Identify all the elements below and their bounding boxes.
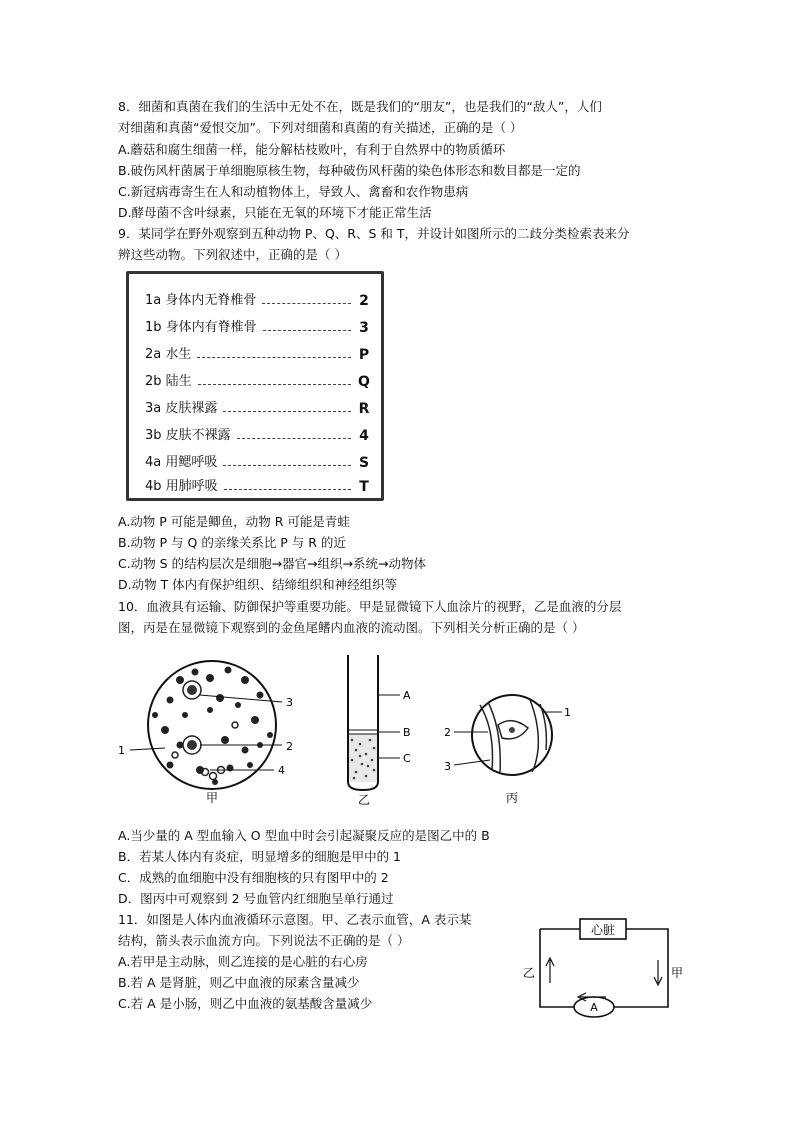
- q9-option-b: B.动物 P 与 Q 的亲缘关系比 P 与 R 的近: [118, 535, 346, 550]
- q8-option-a: A.蘑菇和腐生细菌一样，能分解枯枝败叶，有利于自然界中的物质循环: [118, 142, 506, 157]
- q11-option-c: C.若 A 是小肠，则乙中血液的氨基酸含量减少: [118, 996, 373, 1011]
- key-label: 1b 身体内有脊椎骨: [145, 320, 257, 335]
- q8-stem-line2: 对细菌和真菌“爱恨交加”。下列对细菌和真菌的有关描述，正确的是（ ）: [118, 120, 523, 135]
- vessel-yi-label: 乙: [523, 966, 536, 980]
- key-result: 4: [359, 428, 369, 444]
- key-dash-leader: [223, 465, 351, 466]
- red-blood-cell: [509, 727, 515, 733]
- key-row: [145, 316, 371, 340]
- label-B: B: [403, 726, 411, 739]
- q9-stem-line1: 9．某同学在野外观察到五种动物 P、Q、R、S 和 T，并设计如图所示的二歧分类检索表来分: [118, 226, 630, 241]
- key-label: 2b 陆生: [145, 374, 192, 389]
- key-result: S: [358, 455, 370, 471]
- q8-option-c: C.新冠病毒寄生在人和动植物体上，导致人、禽畜和农作物患病: [118, 184, 469, 199]
- q9-option-c: C.动物 S 的结构层次是细胞→器官→组织→系统→动物体: [118, 556, 426, 571]
- key-dash-leader: [197, 357, 351, 358]
- key-result: 2: [359, 293, 369, 309]
- key-row: [145, 370, 371, 394]
- label-A: A: [403, 689, 411, 702]
- key-dash-leader: [263, 330, 351, 331]
- key-label: 4a 用鳃呼吸: [145, 455, 218, 470]
- key-result: P: [358, 347, 370, 363]
- white-blood-cell-nucleus: [187, 740, 197, 750]
- circulation-loop: [540, 929, 668, 1007]
- q9-option-d: D.动物 T 体内有保护组织、结缔组织和神经组织等: [118, 577, 398, 592]
- structure-A-label: A: [590, 1001, 598, 1014]
- key-row: [145, 475, 371, 499]
- key-result: Q: [358, 374, 370, 390]
- key-dash-leader: [237, 438, 351, 439]
- key-row: [145, 397, 371, 421]
- caption-jia: 甲: [206, 791, 219, 805]
- label-3: 3: [444, 760, 451, 773]
- q8-option-d: D.酵母菌不含叶绿素，只能在无氧的环境下才能正常生活: [118, 205, 432, 220]
- key-row: [145, 451, 371, 475]
- key-dash-leader: [262, 303, 351, 304]
- heart-label: 心脏: [590, 923, 616, 937]
- q11-option-b: B.若 A 是肾脏，则乙中血液的尿素含量减少: [118, 975, 360, 990]
- label-1: 1: [564, 706, 571, 719]
- key-row: [145, 289, 371, 313]
- q11-stem-line1: 11．如图是人体内血液循环示意图。甲、乙表示血管，A 表示某: [118, 912, 472, 927]
- key-dash-leader: [224, 489, 351, 490]
- tail-fin-figure: [440, 690, 580, 820]
- key-label: 4b 用肺呼吸: [145, 479, 218, 494]
- q11-stem-line2: 结构，箭头表示血流方向。下列说法不正确的是（ ）: [118, 933, 410, 948]
- q10-option-b: B．若某人体内有炎症，明显增多的细胞是甲中的 1: [118, 849, 402, 864]
- q10-option-c: C．成熟的血细胞中没有细胞核的只有图甲中的 2: [118, 870, 389, 885]
- label-2: 2: [286, 740, 293, 753]
- q10-option-a: A.当少量的 A 型血输入 O 型血中时会引起凝聚反应的是图乙中的 B: [118, 828, 490, 843]
- caption-yi: 乙: [358, 793, 371, 807]
- key-row: [145, 424, 371, 448]
- key-label: 3a 皮肤裸露: [145, 401, 218, 416]
- vessel-jia-label: 甲: [671, 966, 684, 980]
- label-3: 3: [286, 696, 293, 709]
- key-result: 3: [359, 320, 369, 336]
- q10-stem-line1: 10．血液具有运输、防御保护等重要功能。甲是显微镜下人血涂片的视野，乙是血液的分层: [118, 599, 622, 614]
- blood-smear-figure: [110, 650, 310, 810]
- key-dash-leader: [198, 384, 351, 385]
- q8-stem-line1: 8．细菌和真菌在我们的生活中无处不在，既是我们的“朋友”，也是我们的“敌人”，人们: [118, 99, 602, 114]
- key-label: 2a 水生: [145, 347, 192, 362]
- label-C: C: [403, 752, 411, 765]
- red-cell-layer: [348, 734, 378, 782]
- caption-bing: 丙: [506, 791, 519, 805]
- q10-option-d: D．图丙中可观察到 2 号血管内红细胞呈单行通过: [118, 891, 394, 906]
- key-label: 1a 身体内无脊椎骨: [145, 293, 257, 308]
- q8-option-b: B.破伤风杆菌属于单细胞原核生物，每种破伤风杆菌的染色体形态和数目都是一定的: [118, 163, 581, 178]
- dichotomous-key-table: [126, 271, 384, 501]
- q9-option-a: A.动物 P 可能是鲫鱼，动物 R 可能是青蛙: [118, 514, 350, 529]
- test-tube-figure: [330, 650, 430, 810]
- q10-stem-line2: 图，丙是在显微镜下观察到的金鱼尾鳍内血液的流动图。下列相关分析正确的是（ ）: [118, 620, 585, 635]
- key-row: [145, 343, 371, 367]
- label-4: 4: [278, 764, 285, 777]
- key-result: T: [359, 479, 369, 495]
- q11-option-a: A.若甲是主动脉，则乙连接的是心脏的右心房: [118, 954, 368, 969]
- microscope-field-circle: [472, 695, 552, 775]
- key-dash-leader: [223, 411, 351, 412]
- q9-stem-line2: 辨这些动物。下列叙述中，正确的是（ ）: [118, 247, 347, 262]
- circulation-diagram: [518, 915, 688, 1025]
- key-label: 3b 皮肤不裸露: [145, 428, 231, 443]
- label-2: 2: [444, 726, 451, 739]
- label-1: 1: [118, 744, 125, 757]
- white-blood-cell-nucleus: [187, 685, 197, 695]
- key-result: R: [358, 401, 370, 417]
